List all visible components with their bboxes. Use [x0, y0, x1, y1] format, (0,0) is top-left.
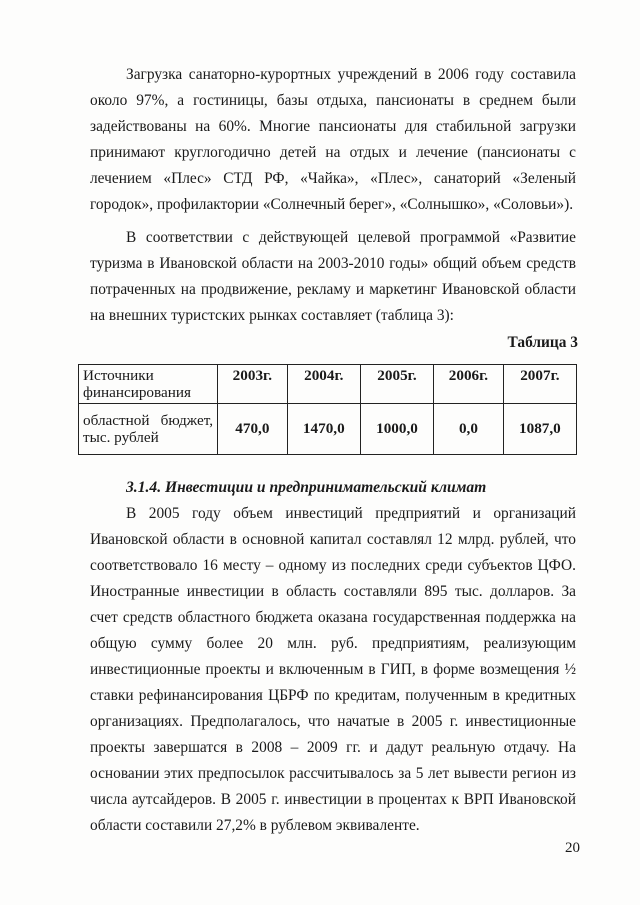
year-header-2007: 2007г. — [503, 365, 576, 404]
value-2003: 470,0 — [218, 404, 288, 455]
table-header-row — [79, 365, 577, 404]
year-header-2004: 2004г. — [287, 365, 360, 404]
paragraph-investments: В 2005 году объем инвестиций предприятий и организаций Ивановской области в основной капитал составлял 12 млрд. рублей, что соответствовало 16 месту – одному из последних среди субъектов ЦФО. Иностранные инвестиции в область составляли 895 тыс. долларов. За счет средств областного бюджета оказана государственная поддержка на общую сумму более 20 млн. руб. предприятиям, реализующим инвестиционные проекты и включенным в ГИП, в форме возмещения ½ ставки рефинансирования ЦБРФ по кредитам, полученным в кредитных организациях. Предполагалось, что начатые в 2005 г. инвестиционные проекты завершатся в 2008 – 2009 гг. и дадут реальную отдачу. На основании этих предпосылок рассчитывалось за 5 лет вывести регион из числа аутсайдеров. В 2005 г. инвестиции в процентах к ВРП Ивановской области составили 27,2% в рублевом эквиваленте. — [90, 505, 576, 834]
value-2007: 1087,0 — [503, 404, 576, 455]
year-header-2005: 2005г. — [360, 365, 433, 404]
table-header-label: Источники финансирования — [79, 365, 218, 404]
section-heading: 3.1.4. Инвестиции и предпринимательский климат — [126, 479, 487, 496]
paragraph-sanatorium-load: Загрузка санаторно-курортных учреждений в 2006 году составила около 97%, а гостиницы, базы отдыха, пансионаты в среднем были задействованы на 60%. Многие пансионаты для стабильной загрузки принимают круглогодично детей на отдых и лечение (пансионаты с лечением «Плес» СТД РФ, «Чайка», «Плес», санаторий «Зеленый городок», профилактории «Солнечный берег», «Солнышко», «Соловьи»). — [90, 66, 576, 213]
value-2004: 1470,0 — [287, 404, 360, 455]
value-2006: 0,0 — [434, 404, 504, 455]
table-caption: Таблица 3 — [507, 334, 578, 351]
value-2005: 1000,0 — [360, 404, 433, 455]
financing-table — [78, 364, 577, 455]
year-header-2003: 2003г. — [218, 365, 288, 404]
year-header-2006: 2006г. — [434, 365, 504, 404]
page-number: 20 — [565, 840, 580, 856]
table-row — [79, 404, 577, 455]
table-row-label: областной бюджет, тыс. рублей — [79, 404, 218, 455]
paragraph-tourism-program: В соответствии с действующей целевой программой «Развитие туризма в Ивановской области на 2003-2010 годы» общий объем средств потраченных на продвижение, рекламу и маркетинг Ивановской области на внешних туристских рынках составляет (таблица 3): — [90, 229, 576, 324]
